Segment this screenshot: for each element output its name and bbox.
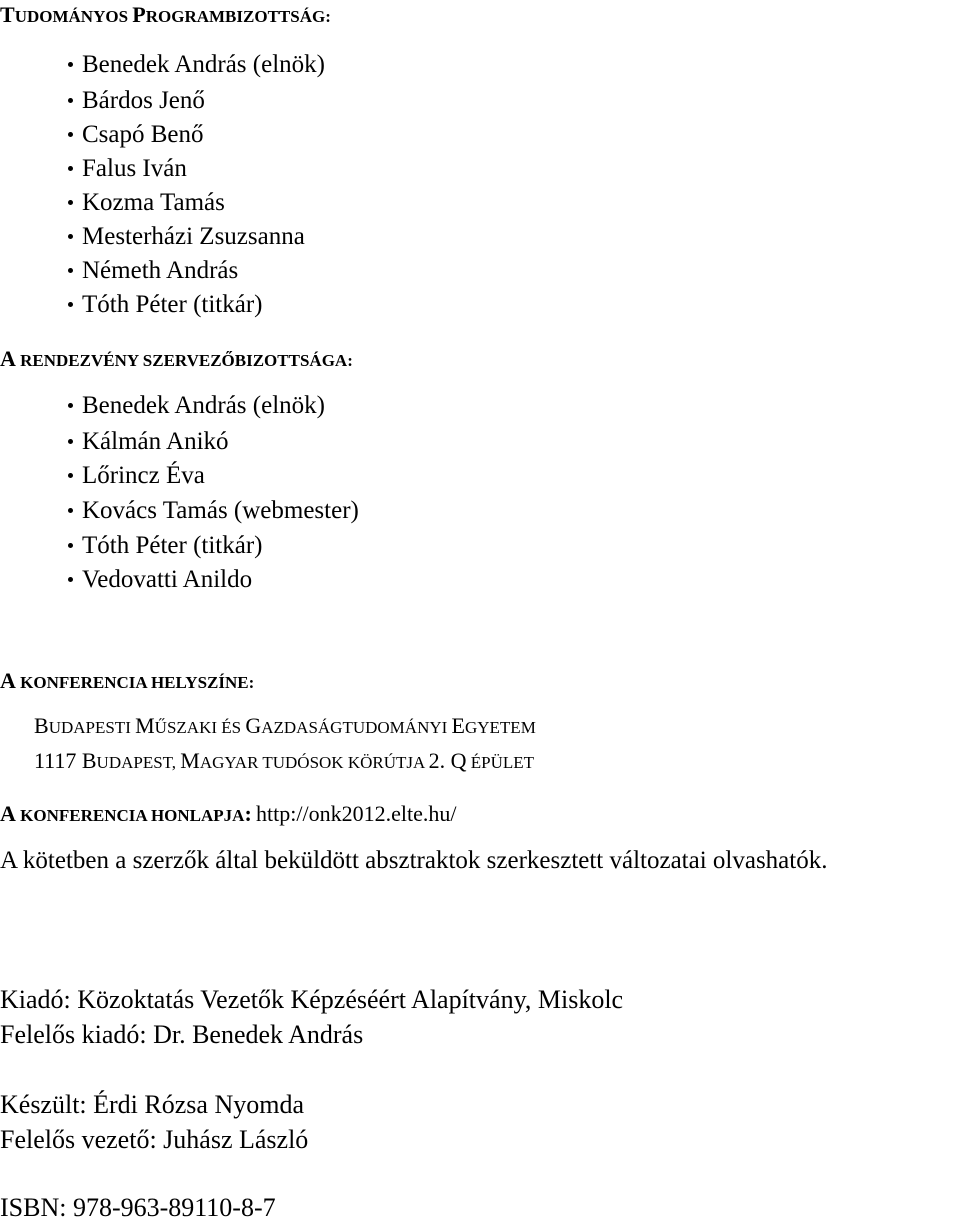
list-item: Kálmán Anikó (68, 427, 229, 457)
list-item: Csapó Benő (68, 120, 204, 150)
list-item: Kovács Tamás (webmester) (68, 496, 359, 526)
list-item: Tóth Péter (titkár) (68, 290, 263, 320)
responsible-publisher-line: Felelős kiadó: Dr. Benedek András (0, 1020, 364, 1049)
responsible-manager-line: Felelős vezető: Juhász László (0, 1125, 309, 1154)
list-item: Tóth Péter (titkár) (68, 531, 263, 561)
volume-note: A kötetben a szerzők által beküldött absztraktok szerkesztett változatai olvashatók. (0, 847, 828, 874)
isbn-line: ISBN: 978-963-89110-8-7 (0, 1193, 276, 1222)
printed-by-line: Készült: Érdi Rózsa Nyomda (0, 1090, 304, 1119)
list-item: Benedek András (elnök) (68, 391, 325, 421)
publisher-line: Kiadó: Közoktatás Vezetők Képzéséért Alapítvány, Miskolc (0, 985, 624, 1014)
list-item: Lőrincz Éva (68, 461, 205, 491)
list-item: Németh András (68, 256, 238, 286)
website-url[interactable]: http://onk2012.elte.hu/ (256, 801, 457, 826)
venue-address: 1117 BUDAPEST, MAGYAR TUDÓSOK KÖRÚTJA 2. Q ÉPÜLET (34, 748, 535, 773)
venue-institution: BUDAPESTI MŰSZAKI ÉS GAZDASÁGTUDOMÁNYI EGYETEM (34, 713, 536, 738)
organizing-committee-heading: A RENDEZVÉNY SZERVEZŐBIZOTTSÁGA: (0, 346, 353, 371)
list-item: Benedek András (elnök) (68, 50, 325, 80)
scientific-committee-heading: TUDOMÁNYOS PROGRAMBIZOTTSÁG: (0, 2, 331, 27)
list-item: Kozma Tamás (68, 188, 225, 218)
venue-heading: A KONFERENCIA HELYSZÍNE: (0, 668, 255, 693)
website-heading: A KONFERENCIA HONLAPJA: http://onk2012.elte.hu/ (0, 801, 457, 826)
list-item: Bárdos Jenő (68, 86, 205, 116)
list-item: Vedovatti Anildo (68, 565, 252, 595)
list-item: Falus Iván (68, 154, 187, 184)
list-item: Mesterházi Zsuzsanna (68, 222, 305, 252)
